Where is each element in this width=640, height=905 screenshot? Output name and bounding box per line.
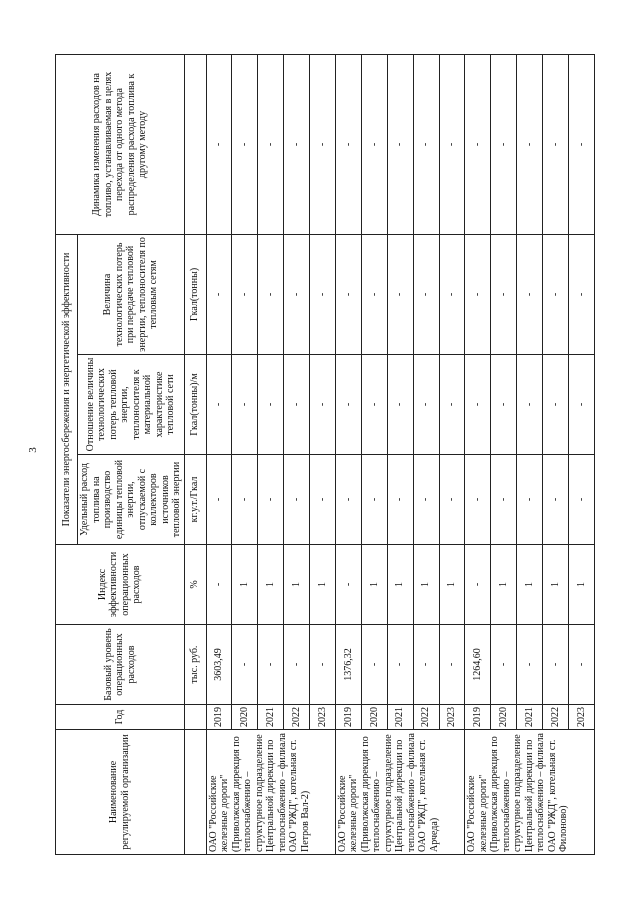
year-cell: 2019 (206, 705, 232, 730)
specific-fuel-cell: - (543, 455, 569, 545)
unit-dynamics (184, 55, 206, 235)
index-cell: 1 (387, 545, 413, 625)
loss-ratio-cell: - (387, 355, 413, 455)
specific-fuel-cell: - (310, 455, 336, 545)
loss-ratio-cell: - (335, 355, 361, 455)
index-cell: - (206, 545, 232, 625)
specific-fuel-cell: - (361, 455, 387, 545)
year-cell: 2022 (543, 705, 569, 730)
page-number: 3 (26, 447, 39, 453)
loss-ratio-cell: - (439, 355, 465, 455)
index-cell: 1 (569, 545, 595, 625)
header-dynamics: Динамика изменения расходов на топливо, устанавливаемая в целях перехода от одного метода распределения расхода топлива к другому методу (56, 55, 185, 235)
loss-ratio-cell: - (258, 355, 284, 455)
index-cell: 1 (491, 545, 517, 625)
table-row (465, 55, 491, 855)
year-cell: 2022 (413, 705, 439, 730)
specific-fuel-cell: - (258, 455, 284, 545)
base-level-cell: 3603,49 (206, 625, 232, 705)
unit-specific-fuel: кг.у.т./Гкал (184, 455, 206, 545)
loss-ratio-cell: - (465, 355, 491, 455)
dynamics-cell: - (258, 55, 284, 235)
unit-org (184, 730, 206, 855)
dynamics-cell: - (206, 55, 232, 235)
index-cell: 1 (258, 545, 284, 625)
loss-value-cell: - (413, 235, 439, 355)
dynamics-cell: - (517, 55, 543, 235)
year-cell: 2020 (232, 705, 258, 730)
specific-fuel-cell: - (387, 455, 413, 545)
loss-value-cell: - (543, 235, 569, 355)
loss-ratio-cell: - (543, 355, 569, 455)
base-level-cell: - (517, 625, 543, 705)
base-level-cell: - (439, 625, 465, 705)
org-name-cell: ОАО "Российские железные дороги" (Приволжская дирекция по теплоснабжению – структурное подразделение Центральной дирекции по теплоснабжению – филиала ОАО "РЖД", котельная ст. Арчеда) (335, 730, 464, 855)
dynamics-cell: - (387, 55, 413, 235)
table-row (335, 55, 361, 855)
dynamics-cell: - (465, 55, 491, 235)
loss-ratio-cell: - (206, 355, 232, 455)
dynamics-cell: - (491, 55, 517, 235)
unit-loss-value: Гкал(тонны) (184, 235, 206, 355)
dynamics-cell: - (310, 55, 336, 235)
year-cell: 2020 (361, 705, 387, 730)
loss-value-cell: - (361, 235, 387, 355)
base-level-cell: - (543, 625, 569, 705)
base-level-cell: - (310, 625, 336, 705)
unit-year (184, 705, 206, 730)
specific-fuel-cell: - (465, 455, 491, 545)
index-cell: 1 (517, 545, 543, 625)
base-level-cell: - (284, 625, 310, 705)
rotated-table-container (55, 55, 595, 855)
dynamics-cell: - (361, 55, 387, 235)
loss-value-cell: - (491, 235, 517, 355)
loss-value-cell: - (206, 235, 232, 355)
loss-ratio-cell: - (284, 355, 310, 455)
loss-value-cell: - (465, 235, 491, 355)
header-base-level: Базовый уровень операционных расходов (56, 625, 185, 705)
base-level-cell: - (258, 625, 284, 705)
year-cell: 2023 (310, 705, 336, 730)
index-cell: 1 (232, 545, 258, 625)
header-loss-ratio: Отношение величины технологических потерь тепловой энергии, теплоносителя к материальной характеристике тепловой сети (78, 355, 185, 455)
dynamics-cell: - (413, 55, 439, 235)
year-cell: 2021 (387, 705, 413, 730)
unit-index: % (184, 545, 206, 625)
specific-fuel-cell: - (232, 455, 258, 545)
loss-ratio-cell: - (413, 355, 439, 455)
base-level-cell: - (569, 625, 595, 705)
header-loss-value: Величина технологических потерь при передаче тепловой энергии, теплоносителя по тепловым сетям (78, 235, 185, 355)
base-level-cell: - (387, 625, 413, 705)
index-cell: 1 (361, 545, 387, 625)
year-cell: 2019 (465, 705, 491, 730)
loss-value-cell: - (335, 235, 361, 355)
table-body (206, 55, 595, 855)
loss-value-cell: - (258, 235, 284, 355)
unit-loss-ratio: Гкал(тонны)/м (184, 355, 206, 455)
year-cell: 2021 (258, 705, 284, 730)
specific-fuel-cell: - (206, 455, 232, 545)
year-cell: 2019 (335, 705, 361, 730)
year-cell: 2023 (439, 705, 465, 730)
loss-value-cell: - (517, 235, 543, 355)
base-level-cell: - (232, 625, 258, 705)
loss-ratio-cell: - (491, 355, 517, 455)
index-cell: - (465, 545, 491, 625)
specific-fuel-cell: - (335, 455, 361, 545)
header-org: Наименование регулируемой организации (56, 730, 185, 855)
table-row (206, 55, 232, 855)
index-cell: 1 (310, 545, 336, 625)
year-cell: 2020 (491, 705, 517, 730)
loss-ratio-cell: - (569, 355, 595, 455)
loss-ratio-cell: - (517, 355, 543, 455)
dynamics-cell: - (439, 55, 465, 235)
specific-fuel-cell: - (569, 455, 595, 545)
specific-fuel-cell: - (284, 455, 310, 545)
loss-value-cell: - (310, 235, 336, 355)
header-year: Год (56, 705, 185, 730)
header-specific-fuel: Удельный расход топлива на производство единицы тепловой энергии, отпускаемой с коллекторов источников тепловой энергии (78, 455, 185, 545)
loss-ratio-cell: - (361, 355, 387, 455)
base-level-cell: - (361, 625, 387, 705)
specific-fuel-cell: - (491, 455, 517, 545)
loss-value-cell: - (439, 235, 465, 355)
index-cell: - (335, 545, 361, 625)
org-name-cell: ОАО "Российские железные дороги" (Приволжская дирекция по теплоснабжению – структурное подразделение Центральной дирекции по теплоснабжению – филиала ОАО "РЖД", котельная ст. Петров Вал-2) (206, 730, 335, 855)
unit-base-level: тыс. руб. (184, 625, 206, 705)
org-name-cell: ОАО "Российские железные дороги" (Приволжская дирекция по теплоснабжению – структурное подразделение Центральной дирекции по теплоснабжению – филиала ОАО "РЖД", котельная ст. Филоново) (465, 730, 595, 855)
header-indicators-group: Показатели энергосбережения и энергетической эффективности (56, 235, 78, 545)
loss-value-cell: - (284, 235, 310, 355)
loss-value-cell: - (569, 235, 595, 355)
dynamics-cell: - (232, 55, 258, 235)
base-level-cell: 1376,32 (335, 625, 361, 705)
year-cell: 2022 (284, 705, 310, 730)
dynamics-cell: - (335, 55, 361, 235)
index-cell: 1 (439, 545, 465, 625)
loss-ratio-cell: - (232, 355, 258, 455)
base-level-cell: 1264,60 (465, 625, 491, 705)
index-cell: 1 (413, 545, 439, 625)
base-level-cell: - (413, 625, 439, 705)
dynamics-cell: - (569, 55, 595, 235)
header-index: Индекс эффективности операционных расходов (56, 545, 185, 625)
dynamics-cell: - (284, 55, 310, 235)
specific-fuel-cell: - (439, 455, 465, 545)
loss-ratio-cell: - (310, 355, 336, 455)
specific-fuel-cell: - (517, 455, 543, 545)
index-cell: 1 (284, 545, 310, 625)
index-cell: 1 (543, 545, 569, 625)
base-level-cell: - (491, 625, 517, 705)
year-cell: 2023 (569, 705, 595, 730)
loss-value-cell: - (387, 235, 413, 355)
loss-value-cell: - (232, 235, 258, 355)
energy-efficiency-table (55, 54, 595, 855)
year-cell: 2021 (517, 705, 543, 730)
dynamics-cell: - (543, 55, 569, 235)
specific-fuel-cell: - (413, 455, 439, 545)
